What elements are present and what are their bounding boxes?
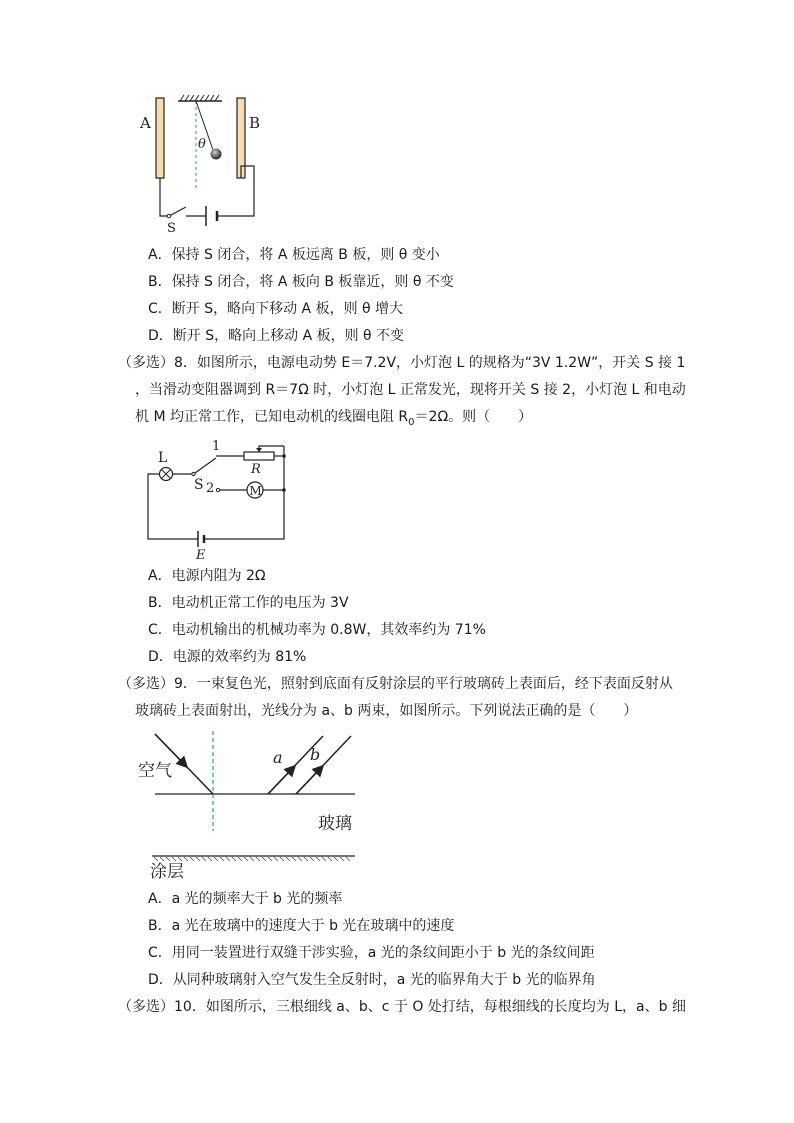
emf-label: E [196, 548, 206, 561]
label-a: A [140, 114, 151, 132]
terminal-1-label: 1 [212, 439, 221, 454]
figure-glass-refraction [130, 726, 370, 881]
q8-option-b: B．电动机正常工作的电压为 3V [148, 595, 349, 611]
q9-option-a: A．a 光的频率大于 b 光的频率 [148, 891, 343, 907]
figure-circuit [138, 436, 298, 561]
q8-option-d: D．电源的效率约为 81% [148, 649, 307, 665]
q7-option-a: A．保持 S 闭合，将 A 板远离 B 板，则 θ 变小 [148, 247, 440, 263]
ray-a-label: a [273, 748, 283, 767]
q9-stem-line2: 玻璃砖上表面射出，光线分为 a、b 两束，如图所示。下列说法正确的是（ ） [135, 703, 638, 719]
lamp-label: L [158, 450, 168, 466]
glass-label: 玻璃 [318, 814, 352, 834]
plate-a [156, 98, 164, 178]
q9-option-b: B．a 光在玻璃中的速度大于 b 光在玻璃中的速度 [148, 918, 455, 934]
coating-label: 涂层 [150, 862, 184, 881]
q8-option-c: C．电动机输出的机械功率为 0.8W，其效率约为 71% [148, 622, 486, 638]
q8-option-a: A．电源内阻为 2Ω [148, 568, 266, 584]
terminal-2-label: 2 [206, 481, 215, 496]
q7-option-b: B．保持 S 闭合，将 A 板向 B 板靠近，则 θ 不变 [148, 274, 454, 290]
q8-stem-line3-sub: 0 [408, 416, 415, 428]
air-label: 空气 [138, 761, 172, 781]
q8-stem-line3-post: ＝2Ω。则（ ） [414, 409, 533, 425]
q8-stem-line2: ，当滑动变阻器调到 R＝7Ω 时，小灯泡 L 正常发光，现将开关 S 接 2，小灯泡 L 和电动 [135, 382, 686, 398]
q8-stem-line3-pre: 机 M 均正常工作，已知电动机的线圈电阻 R [135, 409, 409, 425]
theta-label: θ [198, 137, 206, 152]
q7-option-c: C．断开 S，略向下移动 A 板，则 θ 增大 [148, 301, 404, 317]
rheostat-label: R [251, 462, 261, 477]
q9-option-c: C．用同一装置进行双缝干涉实验，a 光的条纹间距小于 b 光的条纹间距 [148, 945, 595, 961]
q8-stem-line3 [135, 407, 532, 433]
rheostat-symbol [244, 452, 274, 460]
q10-stem-line1: （多选）10．如图所示，三根细线 a、b、c 于 O 处打结，每根细线的长度均为 L，a、b 细 [118, 999, 686, 1015]
switch-label: S [167, 221, 176, 233]
figure-capacitor-pendulum [130, 88, 270, 233]
q8-stem-line1: （多选）8．如图所示，电源电动势 E＝7.2V，小灯泡 L 的规格为“3V 1.2W”，开关 S 接 1 [118, 355, 686, 371]
pendulum-ball [211, 149, 222, 160]
q9-stem-line1: （多选）9．一束复色光，照射到底面有反射涂层的平行玻璃砖上表面后，经下表面反射从 [118, 676, 673, 692]
label-b: B [249, 114, 261, 132]
ray-b-label: b [310, 745, 321, 764]
q9-option-d: D．从同种玻璃射入空气发生全反射时，a 光的临界角大于 b 光的临界角 [148, 972, 596, 988]
switch-s-label: S [194, 477, 204, 493]
q7-option-d: D．断开 S，略向上移动 A 板，则 θ 不变 [148, 328, 405, 344]
motor-label: M [249, 484, 262, 498]
